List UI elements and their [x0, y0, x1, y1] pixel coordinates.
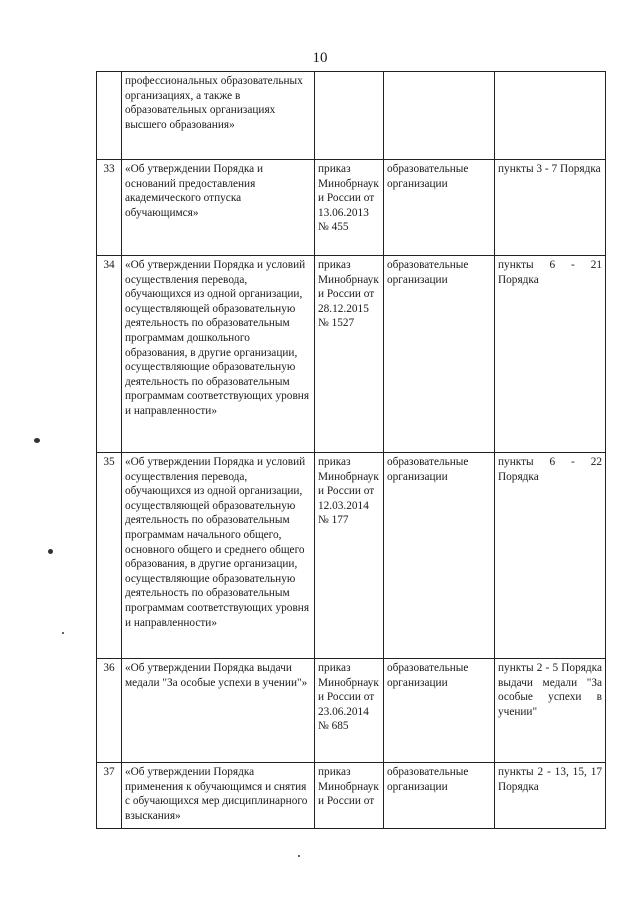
subject-cell: образовательные организации: [384, 453, 495, 659]
check-items-cell: [495, 659, 606, 763]
page-number: 10: [312, 50, 328, 66]
table-row: [97, 763, 606, 829]
row-number: 33: [97, 160, 122, 256]
table-row: [97, 256, 606, 453]
scan-speck: [62, 632, 64, 634]
scan-speck: [48, 549, 53, 554]
document-title: «Об утверждении Порядка и условий осуществления перевода, обучающихся из одной организации, осуществляющей образовательную деятельность по образовательным программам начального общего, основного общего и среднего общего образования, в другие организации, осуществляющие образовательную деятельность по образовательным программам соответствующих уровня и направленности»: [122, 453, 315, 659]
scan-speck: [298, 855, 300, 857]
check-items-cell: [495, 256, 606, 453]
check-items-text: пункты 2 - 13, 15, 17 Порядка: [498, 766, 602, 793]
row-number: 36: [97, 659, 122, 763]
row-number: [97, 72, 122, 160]
document-reference: приказ Минобрнауки России от 28.12.2015 № 1527: [315, 256, 384, 453]
check-items-cell: [495, 160, 606, 256]
document-title: «Об утверждении Порядка и оснований предоставления академического отпуска обучающимся»: [122, 160, 315, 256]
subject-cell: образовательные организации: [384, 160, 495, 256]
row-number: 37: [97, 763, 122, 829]
check-items-cell: [495, 763, 606, 829]
row-number: 34: [97, 256, 122, 453]
subject-cell: образовательные организации: [384, 659, 495, 763]
check-items-cell: [495, 72, 606, 160]
document-title: профессиональных образовательных организациях, а также в образовательных организациях высшего образования»: [122, 72, 315, 160]
subject-cell: образовательные организации: [384, 256, 495, 453]
scan-speck: [34, 438, 40, 443]
document-title: «Об утверждении Порядка выдачи медали "За особые успехи в учении"»: [122, 659, 315, 763]
document-reference: [315, 72, 384, 160]
check-items-text: пункты 2 - 5 Порядка выдачи медали "За особые успехи в учении": [498, 662, 602, 718]
document-title: «Об утверждении Порядка применения к обучающимся и снятия с обучающихся мер дисциплинарного взыскания»: [122, 763, 315, 829]
check-items-text: пункты 3 - 7 Порядка: [498, 163, 601, 175]
row-number: 35: [97, 453, 122, 659]
check-items-cell: [495, 453, 606, 659]
document-reference: приказ Минобрнауки России от 23.06.2014 № 685: [315, 659, 384, 763]
check-items-text: пункты 6 - 22 Порядка: [498, 456, 602, 483]
table-row: [97, 659, 606, 763]
table-row: [97, 72, 606, 160]
subject-cell: [384, 72, 495, 160]
table-row: [97, 160, 606, 256]
document-reference: приказ Минобрнауки России от 12.03.2014 № 177: [315, 453, 384, 659]
regulations-table: [96, 71, 606, 829]
table-row: [97, 453, 606, 659]
check-items-text: пункты 6 - 21 Порядка: [498, 259, 602, 286]
document-reference: приказ Минобрнауки России от 13.06.2013 № 455: [315, 160, 384, 256]
document-title: «Об утверждении Порядка и условий осуществления перевода, обучающихся из одной организации, осуществляющей образовательную деятельность по образовательным программам дошкольного образования, в другие организации, осуществляющие образовательную деятельность по образовательным программам соответствующих уровня и направленности»: [122, 256, 315, 453]
document-reference: приказ Минобрнауки России от: [315, 763, 384, 829]
subject-cell: образовательные организации: [384, 763, 495, 829]
